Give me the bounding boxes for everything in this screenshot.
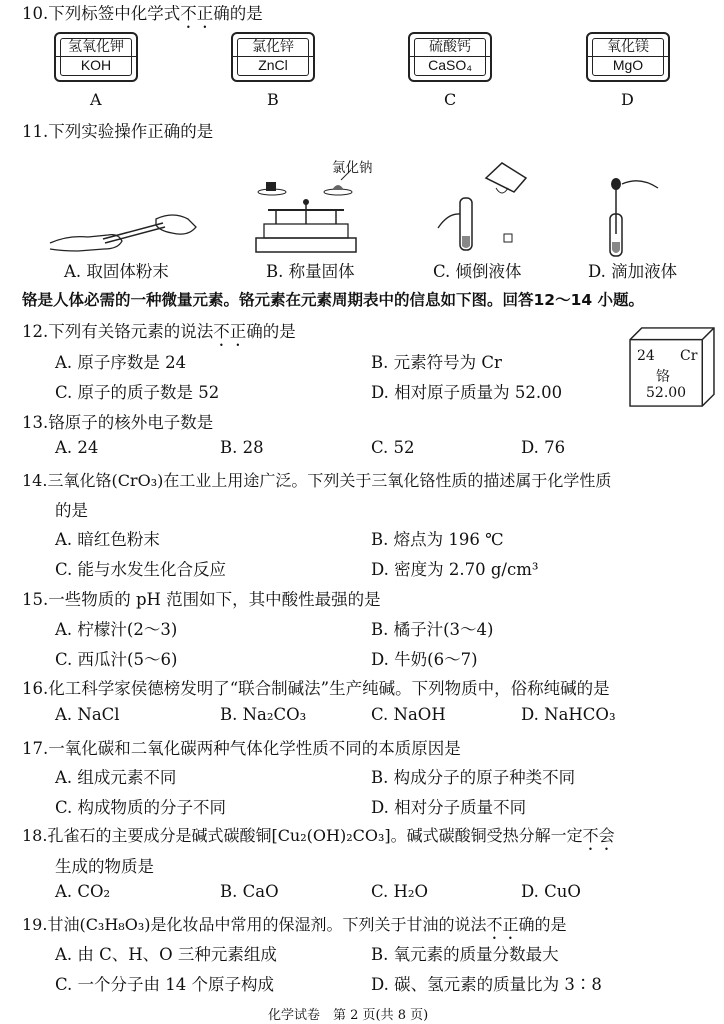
q17-stem: 17.一氧化碳和二氧化碳两种气体化学性质不同的本质原因是 [22,739,461,758]
q18-option-d: D. CuO [521,882,581,901]
q13-option-c: C. 52 [371,438,415,457]
element-number: 24 [637,348,655,364]
q14-option-c: C. 能与水发生化合反应 [55,560,227,579]
label-a: 氢氧化钾 KOH [54,32,138,82]
q17-option-a: A. 组成元素不同 [55,768,177,787]
q16-option-c: C. NaOH [371,705,446,724]
q18-stem-line2: 生成的物质是 [55,857,154,876]
q12-stem: 12.下列有关铬元素的说法不正确的是 [22,322,296,341]
page-footer: 化学试卷 第 2 页(共 8 页) [268,1008,429,1023]
q18-option-c: C. H₂O [371,882,429,901]
q14-stem-line1: 14.三氧化铬(CrO₃)在工业上用途广泛。下列关于三氧化铬性质的描述属于化学性质 [22,471,612,490]
take-powder-illustration [48,205,198,255]
q18-option-b: B. CaO [220,882,279,901]
q16-option-b: B. Na₂CO₃ [220,705,307,724]
q12-option-d: D. 相对原子质量为 52.00 [371,383,563,402]
q15-option-c: C. 西瓜汁(5～6) [55,650,178,669]
intro-text: 铬是人体必需的一种微量元素。铬元素在元素周期表中的信息如下图。回答12～14 小题。 [22,291,645,309]
letter-d: D [621,90,634,109]
q19-stem: 19.甘油(C₃H₈O₃)是化妆品中常用的保湿剂。下列关于甘油的说法不正确的是 [22,915,567,934]
q19-option-d: D. 碳、氢元素的质量比为 3∶8 [371,975,602,994]
q10-stem: 10.下列标签中化学式不正确的是 [22,4,263,23]
q16-option-d: D. NaHCO₃ [521,705,616,724]
q12-option-b: B. 元素符号为 Cr [371,353,502,372]
q16-option-a: A. NaCl [55,705,120,724]
q15-option-b: B. 橘子汁(3～4) [371,620,494,639]
q15-stem: 15.一些物质的 pH 范围如下，其中酸性最强的是 [22,590,381,609]
sodium-chloride-label: 氯化钠 [332,160,373,176]
letter-b: B [267,90,279,109]
label-c: 硫酸钙 CaSO₄ [408,32,492,82]
label-d: 氧化镁 MgO [586,32,670,82]
q11-option-b: B. 称量固体 [266,262,355,281]
letter-c: C [444,90,457,109]
q19-option-a: A. 由 C、H、O 三种元素组成 [55,945,277,964]
q17-option-d: D. 相对分子质量不同 [371,798,527,817]
q14-option-d: D. 密度为 2.70 g/cm³ [371,560,539,579]
q19-option-b: B. 氧元素的质量分数最大 [371,945,559,964]
q13-option-b: B. 28 [220,438,264,457]
q13-stem: 13.铬原子的核外电子数是 [22,413,214,432]
add-drops-illustration [598,170,668,258]
q17-option-c: C. 构成物质的分子不同 [55,798,227,817]
q13-option-d: D. 76 [521,438,566,457]
q17-option-b: B. 构成分子的原子种类不同 [371,768,576,787]
q11-option-c: C. 倾倒液体 [433,262,522,281]
q13-option-a: A. 24 [55,438,99,457]
q12-option-c: C. 原子的质子数是 52 [55,383,220,402]
q16-stem: 16.化工科学家侯德榜发明了“联合制碱法”生产纯碱。下列物质中，俗称纯碱的是 [22,679,610,698]
q15-option-a: A. 柠檬汁(2～3) [55,620,178,639]
q19-option-c: C. 一个分子由 14 个原子构成 [55,975,275,994]
element-mass: 52.00 [646,385,687,401]
pour-liquid-illustration [436,158,536,258]
q11-option-d: D. 滴加液体 [588,262,678,281]
element-symbol: Cr [680,348,698,364]
q15-option-d: D. 牛奶(6～7) [371,650,478,669]
q18-stem-line1: 18.孔雀石的主要成分是碱式碳酸铜[Cu₂(OH)₂CO₃]。碱式碳酸铜受热分解一定不会 [22,826,615,845]
q14-option-a: A. 暗红色粉末 [55,530,160,549]
q18-option-a: A. CO₂ [55,882,111,901]
letter-a: A [90,90,102,109]
q14-stem-line2: 的是 [55,501,88,520]
q11-stem: 11.下列实验操作正确的是 [22,122,214,141]
element-name: 铬 [656,369,670,385]
q11-option-a: A. 取固体粉末 [64,262,169,281]
q14-option-b: B. 熔点为 196 ℃ [371,530,504,549]
label-b: 氯化锌 ZnCl [231,32,315,82]
q12-option-a: A. 原子序数是 24 [55,353,187,372]
